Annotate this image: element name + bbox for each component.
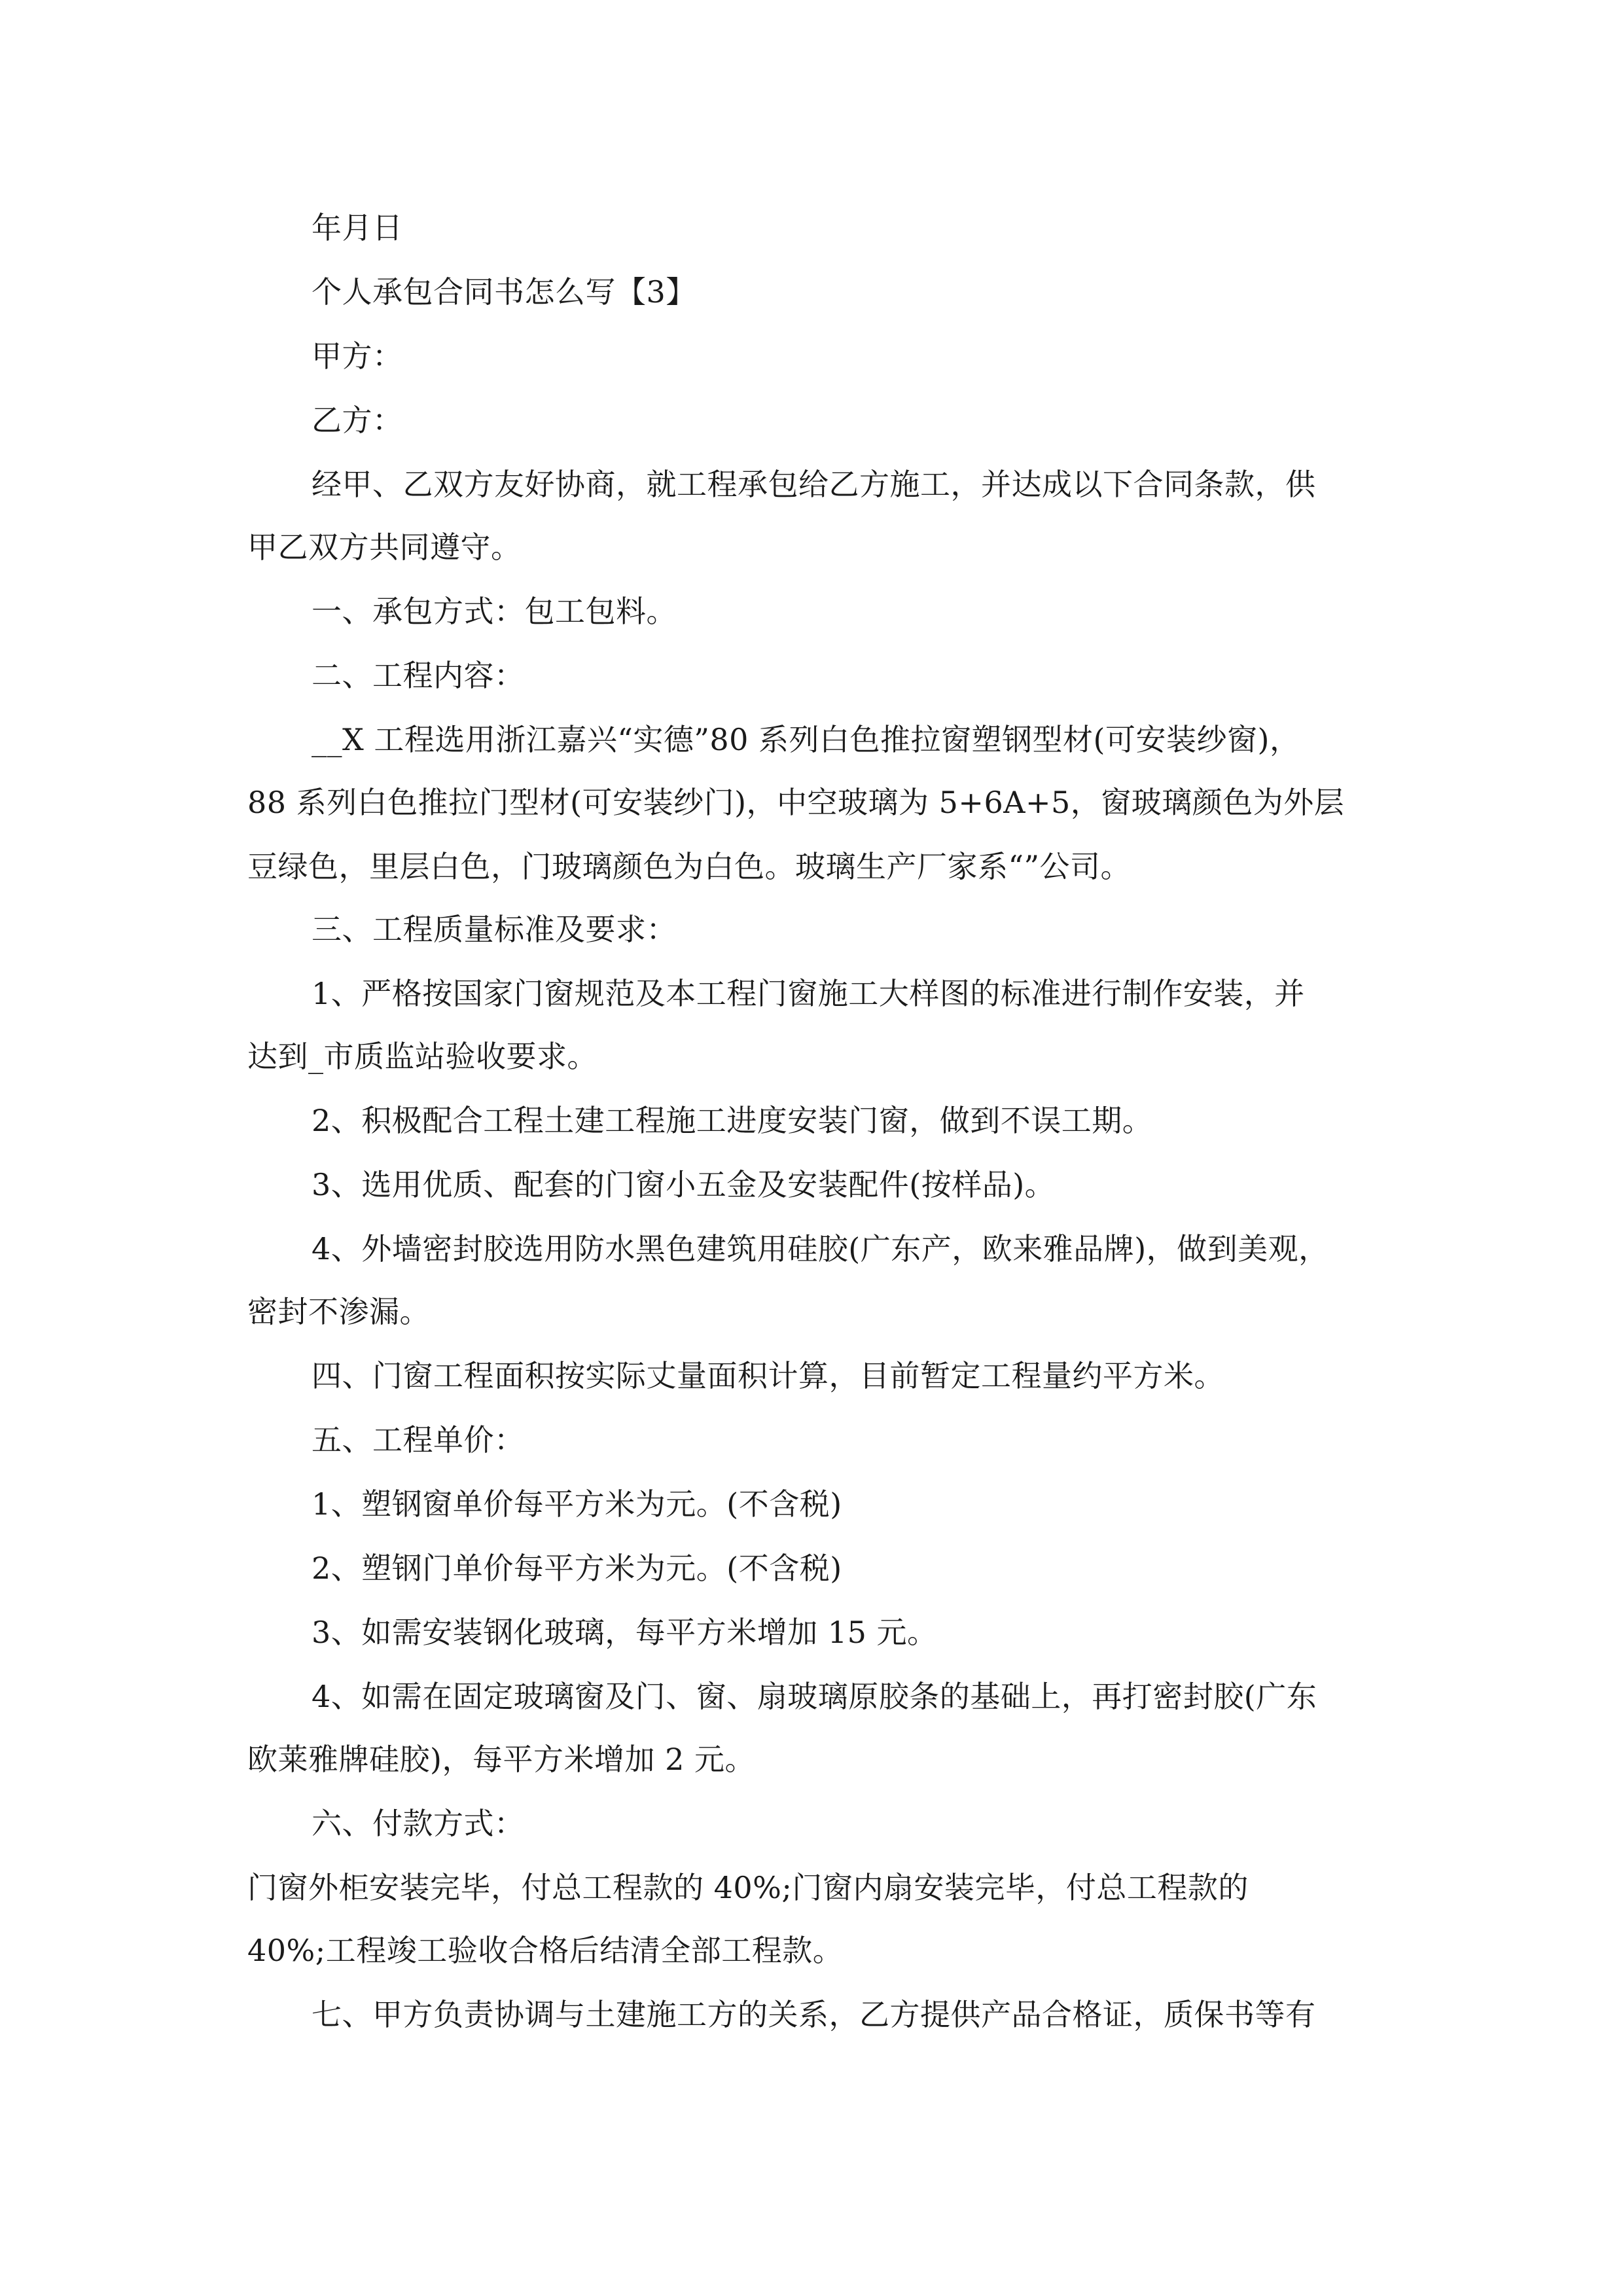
- clause-5-item-2: 2、塑钢门单价每平方米为元。(不含税): [312, 1551, 842, 1586]
- clause-3-item-1-line-1: 1、严格按国家门窗规范及本工程门窗施工大样图的标准进行制作安装，并: [312, 976, 1305, 1011]
- clause-7-line-1: 七、甲方负责协调与土建施工方的关系，乙方提供产品合格证，质保书等有: [312, 1997, 1316, 2032]
- clause-5-item-1: 1、塑钢窗单价每平方米为元。(不含税): [312, 1486, 842, 1522]
- clause-4: 四、门窗工程面积按实际丈量面积计算，目前暂定工程量约平方米。: [312, 1358, 1224, 1393]
- clause-2-text-line-3: 豆绿色，里层白色，门玻璃颜色为白色。玻璃生产厂家系“”公司。: [247, 849, 1132, 884]
- clause-3-item-2: 2、积极配合工程土建工程施工进度安装门窗，做到不误工期。: [312, 1103, 1153, 1138]
- preamble-line-2: 甲乙双方共同遵守。: [247, 529, 522, 565]
- clause-5-item-3: 3、如需安装钢化玻璃，每平方米增加 15 元。: [312, 1615, 938, 1650]
- clause-3-item-4-line-1: 4、外墙密封胶选用防水黑色建筑用硅胶(广东产，欧来雅品牌)，做到美观，: [312, 1231, 1329, 1266]
- clause-3-item-3: 3、选用优质、配套的门窗小五金及安装配件(按样品)。: [312, 1167, 1056, 1202]
- clause-2-heading: 二、工程内容：: [312, 658, 525, 693]
- clause-2-text-line-2: 88 系列白色推拉门型材(可安装纱门)，中空玻璃为 5+6A+5，窗玻璃颜色为外层: [247, 785, 1345, 820]
- clause-5-item-4-line-2: 欧莱雅牌硅胶)，每平方米增加 2 元。: [247, 1742, 755, 1777]
- clause-3-item-4-line-2: 密封不渗漏。: [247, 1294, 430, 1329]
- clause-6-text-line-2: 40%;工程竣工验收合格后结清全部工程款。: [247, 1933, 844, 1968]
- clause-3-heading: 三、工程质量标准及要求：: [312, 912, 677, 947]
- party-a-line: 甲方：: [312, 338, 403, 374]
- clause-6-heading: 六、付款方式：: [312, 1806, 525, 1841]
- date-line: 年月日: [312, 210, 403, 245]
- preamble-line-1: 经甲、乙双方友好协商，就工程承包给乙方施工，并达成以下合同条款，供: [312, 467, 1316, 502]
- clause-5-heading: 五、工程单价：: [312, 1422, 525, 1458]
- party-b-line: 乙方：: [312, 403, 403, 438]
- document-title: 个人承包合同书怎么写【3】: [312, 274, 696, 310]
- clause-6-text-line-1: 门窗外柜安装完毕，付总工程款的 40%;门窗内扇安装完毕，付总工程款的: [247, 1870, 1249, 1905]
- clause-2-text-line-1: __X 工程选用浙江嘉兴“实德”80 系列白色推拉窗塑钢型材(可安装纱窗)，: [312, 722, 1300, 757]
- clause-1-heading: 一、承包方式：包工包料。: [312, 594, 677, 629]
- clause-3-item-1-line-2: 达到_市质监站验收要求。: [247, 1039, 597, 1074]
- clause-5-item-4-line-1: 4、如需在固定玻璃窗及门、窗、扇玻璃原胶条的基础上，再打密封胶(广东: [312, 1679, 1317, 1714]
